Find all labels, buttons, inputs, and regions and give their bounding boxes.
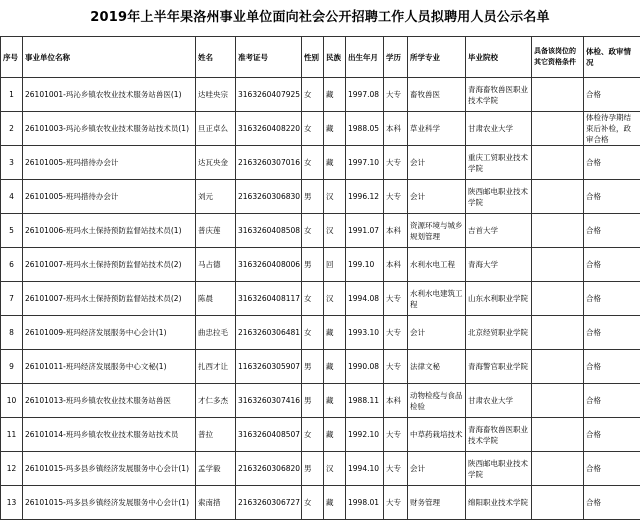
cell-no: 7 [1,282,23,316]
table-row [1,180,640,214]
cell-other [532,486,584,520]
cell-name: 普拉 [196,418,236,452]
cell-ethnic: 藏 [324,112,346,146]
cell-edu: 本科 [384,248,408,282]
cell-check: 合格 [584,316,640,350]
cell-birth: 1992.10 [346,418,384,452]
cell-gender: 男 [302,350,324,384]
cell-unit: 26101015-玛多县乡镇经济发展服务中心会计(1) [23,452,196,486]
cell-school: 重庆工贸职业技术学院 [466,146,532,180]
cell-gender: 女 [302,78,324,112]
cell-birth: 1993.10 [346,316,384,350]
cell-birth: 1994.08 [346,282,384,316]
cell-birth: 1990.08 [346,350,384,384]
cell-other [532,452,584,486]
cell-school: 吉首大学 [466,214,532,248]
cell-check: 合格 [584,180,640,214]
cell-ticket: 3163260407925 [236,78,302,112]
cell-school: 青海畜牧兽医职业技术学院 [466,78,532,112]
cell-unit: 26101015-玛多县乡镇经济发展服务中心会计(1) [23,486,196,520]
cell-other [532,78,584,112]
cell-edu: 大专 [384,78,408,112]
cell-check: 合格 [584,486,640,520]
cell-check: 合格 [584,350,640,384]
cell-check: 合格 [584,452,640,486]
header-major: 所学专业 [408,37,466,78]
cell-school: 陕西邮电职业技术学院 [466,180,532,214]
table-row [1,282,640,316]
cell-ethnic: 藏 [324,146,346,180]
cell-edu: 大专 [384,180,408,214]
cell-ethnic: 藏 [324,350,346,384]
header-edu: 学历 [384,37,408,78]
cell-edu: 大专 [384,418,408,452]
cell-unit: 26101001-玛沁乡镇农牧业技术服务站兽医(1) [23,78,196,112]
cell-edu: 本科 [384,214,408,248]
cell-major: 畜牧兽医 [408,78,466,112]
cell-unit: 26101007-班玛水土保持预防监督站技术员(2) [23,282,196,316]
cell-check: 合格 [584,418,640,452]
cell-other [532,418,584,452]
cell-ticket: 2163260307016 [236,146,302,180]
cell-ticket: 3163260408117 [236,282,302,316]
cell-name: 孟学毅 [196,452,236,486]
cell-birth: 199.10 [346,248,384,282]
cell-school: 甘肃农业大学 [466,384,532,418]
table-header-row [1,37,640,78]
cell-ethnic: 汉 [324,180,346,214]
table-row [1,316,640,350]
cell-ticket: 2163260306820 [236,452,302,486]
cell-school: 北京经贸职业学院 [466,316,532,350]
cell-other [532,146,584,180]
header-ticket: 准考证号 [236,37,302,78]
page-title: 2019年上半年果洛州事业单位面向社会公开招聘工作人员拟聘用人员公示名单 [0,0,640,36]
cell-ticket: 1163260305907 [236,350,302,384]
header-name: 姓名 [196,37,236,78]
cell-gender: 女 [302,282,324,316]
cell-gender: 男 [302,248,324,282]
cell-no: 12 [1,452,23,486]
table-row [1,486,640,520]
cell-major: 中草药栽培技术 [408,418,466,452]
cell-ethnic: 藏 [324,78,346,112]
cell-edu: 大专 [384,452,408,486]
cell-major: 会计 [408,452,466,486]
cell-check: 合格 [584,214,640,248]
candidate-table [0,36,640,520]
cell-no: 9 [1,350,23,384]
cell-school: 青海大学 [466,248,532,282]
cell-ethnic: 汉 [324,282,346,316]
table-row [1,384,640,418]
cell-no: 5 [1,214,23,248]
cell-check: 合格 [584,384,640,418]
cell-ticket: 3163260408220 [236,112,302,146]
cell-ticket: 3163260408507 [236,418,302,452]
cell-gender: 女 [302,418,324,452]
cell-birth: 1996.12 [346,180,384,214]
cell-no: 2 [1,112,23,146]
cell-school: 青海畜牧兽医职业技术学院 [466,418,532,452]
table-row [1,214,640,248]
cell-edu: 大专 [384,146,408,180]
cell-no: 11 [1,418,23,452]
cell-check: 体检待孕期结束后补检，政审合格 [584,112,640,146]
cell-ticket: 3163260307416 [236,384,302,418]
cell-birth: 1988.05 [346,112,384,146]
cell-other [532,316,584,350]
cell-check: 合格 [584,248,640,282]
cell-ticket: 2163260306727 [236,486,302,520]
cell-ticket: 2163260306481 [236,316,302,350]
table-row [1,418,640,452]
cell-name: 才仁多杰 [196,384,236,418]
cell-gender: 女 [302,316,324,350]
cell-school: 山东水利职业学院 [466,282,532,316]
cell-ethnic: 汉 [324,214,346,248]
cell-other [532,180,584,214]
cell-ethnic: 汉 [324,452,346,486]
cell-major: 会计 [408,316,466,350]
cell-no: 8 [1,316,23,350]
cell-gender: 男 [302,180,324,214]
cell-edu: 本科 [384,112,408,146]
cell-name: 陈晨 [196,282,236,316]
cell-ticket: 3163260408006 [236,248,302,282]
cell-name: 索南措 [196,486,236,520]
cell-no: 3 [1,146,23,180]
cell-name: 刘元 [196,180,236,214]
cell-major: 法律文秘 [408,350,466,384]
cell-check: 合格 [584,282,640,316]
cell-check: 合格 [584,146,640,180]
cell-birth: 1991.07 [346,214,384,248]
header-unit: 事业单位名称 [23,37,196,78]
cell-unit: 26101005-班玛措待办会计 [23,180,196,214]
cell-unit: 26101009-班玛经济发展服务中心会计(1) [23,316,196,350]
cell-name: 扎西才让 [196,350,236,384]
cell-edu: 大专 [384,350,408,384]
cell-name: 曲忠拉毛 [196,316,236,350]
cell-name: 马占德 [196,248,236,282]
cell-no: 13 [1,486,23,520]
cell-other [532,214,584,248]
cell-gender: 男 [302,384,324,418]
table-row [1,146,640,180]
cell-unit: 26101011-班玛经济发展服务中心文秘(1) [23,350,196,384]
cell-other [532,112,584,146]
cell-edu: 大专 [384,282,408,316]
cell-major: 水利水电建筑工程 [408,282,466,316]
cell-gender: 女 [302,146,324,180]
cell-school: 绵阳职业技术学院 [466,486,532,520]
cell-no: 10 [1,384,23,418]
cell-no: 6 [1,248,23,282]
cell-ethnic: 藏 [324,418,346,452]
cell-school: 青海警官职业学院 [466,350,532,384]
cell-check: 合格 [584,78,640,112]
cell-other [532,350,584,384]
table-row [1,452,640,486]
table-row [1,248,640,282]
cell-other [532,248,584,282]
table-row [1,350,640,384]
cell-ethnic: 回 [324,248,346,282]
header-gender: 性别 [302,37,324,78]
header-school: 毕业院校 [466,37,532,78]
cell-name: 达哇央宗 [196,78,236,112]
header-birth: 出生年月 [346,37,384,78]
cell-unit: 26101013-班玛乡镇农牧业技术服务站兽医 [23,384,196,418]
cell-other [532,282,584,316]
cell-major: 水利水电工程 [408,248,466,282]
cell-ethnic: 藏 [324,384,346,418]
cell-gender: 女 [302,214,324,248]
cell-birth: 1997.08 [346,78,384,112]
cell-major: 会计 [408,180,466,214]
header-other: 具备该岗位的其它资格条件 [532,37,584,78]
cell-other [532,384,584,418]
cell-edu: 大专 [384,486,408,520]
cell-gender: 男 [302,452,324,486]
cell-unit: 26101003-玛沁乡镇农牧业技术服务站技术员(1) [23,112,196,146]
cell-name: 普庆莲 [196,214,236,248]
cell-major: 会计 [408,146,466,180]
cell-school: 甘肃农业大学 [466,112,532,146]
table-body [1,78,640,520]
cell-no: 1 [1,78,23,112]
cell-birth: 1988.11 [346,384,384,418]
header-ethnic: 民族 [324,37,346,78]
cell-ethnic: 藏 [324,316,346,350]
header-no: 序号 [1,37,23,78]
cell-edu: 本科 [384,384,408,418]
cell-unit: 26101006-班玛水土保持预防监督站技术员(1) [23,214,196,248]
cell-major: 资源环境与城乡规划管理 [408,214,466,248]
cell-ticket: 3163260408508 [236,214,302,248]
cell-school: 陕西邮电职业技术学院 [466,452,532,486]
cell-gender: 女 [302,112,324,146]
cell-unit: 26101007-班玛水土保持预防监督站技术员(2) [23,248,196,282]
cell-birth: 1994.10 [346,452,384,486]
cell-birth: 1997.10 [346,146,384,180]
cell-gender: 女 [302,486,324,520]
header-check: 体检、政审情况 [584,37,640,78]
cell-name: 旦正卓么 [196,112,236,146]
cell-major: 草业科学 [408,112,466,146]
cell-birth: 1998.01 [346,486,384,520]
cell-ticket: 2163260306830 [236,180,302,214]
cell-major: 动物检疫与食品检验 [408,384,466,418]
cell-unit: 26101005-班玛措待办会计 [23,146,196,180]
table-row [1,112,640,146]
cell-edu: 大专 [384,316,408,350]
cell-ethnic: 藏 [324,486,346,520]
cell-name: 达瓦央金 [196,146,236,180]
table-row [1,78,640,112]
cell-no: 4 [1,180,23,214]
cell-unit: 26101014-班玛乡镇农牧业技术服务站技术员 [23,418,196,452]
cell-major: 财务管理 [408,486,466,520]
